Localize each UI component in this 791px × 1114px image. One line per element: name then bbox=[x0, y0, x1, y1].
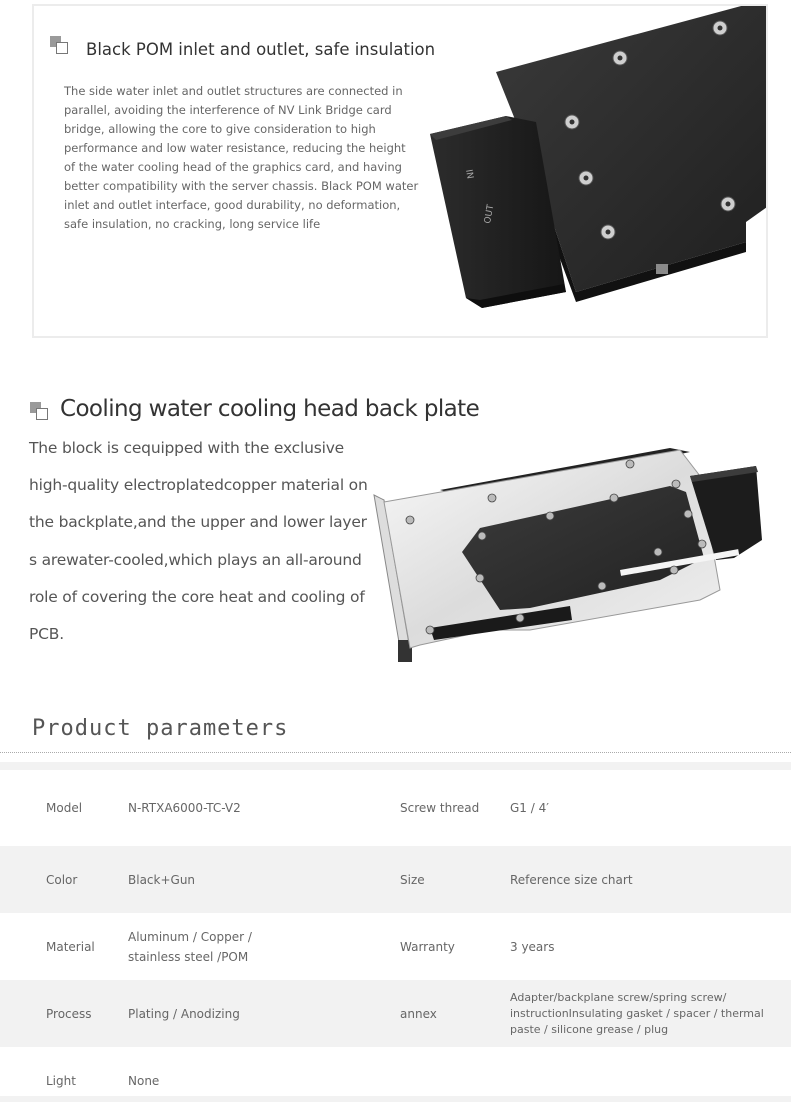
back-plate-description: The block is cequipped with the exclusive high-quality electroplatedcopper material on the backplate,and the upper and lower layer s arewater-cooled,which plays an all-around role of covering the core heat and cooling of PCB. bbox=[29, 439, 368, 644]
section-square-icon bbox=[50, 36, 68, 54]
inlet-outlet-description: The side water inlet and outlet structures are connected in parallel, avoiding the interference of NV Link Bridge card bridge, allowing the core to give consideration to high performance and low water resistance, reducing the height of the water cooling head of the graphics card, and having better compatibility with the server chassis. Black POM water inlet and outlet interface, good durability, no deformation, safe insulation, no cracking, long service life bbox=[64, 84, 419, 231]
parameters-table bbox=[0, 762, 791, 1114]
param-label bbox=[400, 1047, 505, 1114]
param-value: Aluminum / Copper / stainless steel /POM bbox=[128, 929, 252, 964]
param-value: Adapter/backplane screw/spring screw/ instructionInsulating gasket / spacer / thermal paste / silicone grease / plug bbox=[510, 990, 764, 1036]
water-block-top-image bbox=[426, 4, 768, 312]
inlet-outlet-section bbox=[32, 4, 768, 338]
param-value bbox=[510, 1047, 770, 1114]
param-value: Black+Gun bbox=[128, 872, 196, 887]
back-plate-title: Cooling water cooling head back plate bbox=[60, 396, 480, 422]
inlet-outlet-title: Black POM inlet and outlet, safe insulation bbox=[86, 40, 436, 59]
water-block-back-plate-image bbox=[370, 440, 770, 670]
param-value: Plating / Anodizing bbox=[128, 1006, 240, 1021]
title-divider bbox=[0, 752, 791, 753]
table-row bbox=[0, 980, 791, 1047]
table-top-band bbox=[0, 762, 791, 770]
param-label: Size bbox=[400, 872, 425, 887]
param-label: Color bbox=[46, 872, 78, 887]
table-bottom-band bbox=[0, 1096, 791, 1102]
param-value: G1 / 4′ bbox=[510, 801, 549, 815]
inlet-label: IN bbox=[463, 168, 475, 180]
table-row bbox=[0, 1047, 791, 1114]
param-label: Material bbox=[46, 939, 95, 954]
param-value: Reference size chart bbox=[510, 872, 633, 887]
param-label: Screw thread bbox=[400, 801, 480, 815]
table-row bbox=[0, 846, 791, 913]
section-square-icon bbox=[30, 402, 48, 420]
table-row bbox=[0, 770, 791, 846]
param-label: Warranty bbox=[400, 939, 455, 954]
product-parameters-title: Product parameters bbox=[32, 716, 289, 741]
param-label: Process bbox=[46, 1006, 92, 1021]
param-label: annex bbox=[400, 1006, 437, 1021]
table-row bbox=[0, 913, 791, 980]
param-value: N-RTXA6000-TC-V2 bbox=[128, 801, 241, 815]
param-value: None bbox=[128, 1073, 160, 1088]
outlet-label: OUT bbox=[483, 203, 497, 225]
param-value: 3 years bbox=[510, 939, 555, 954]
param-label: Light bbox=[46, 1073, 76, 1088]
param-label: Model bbox=[46, 801, 83, 815]
